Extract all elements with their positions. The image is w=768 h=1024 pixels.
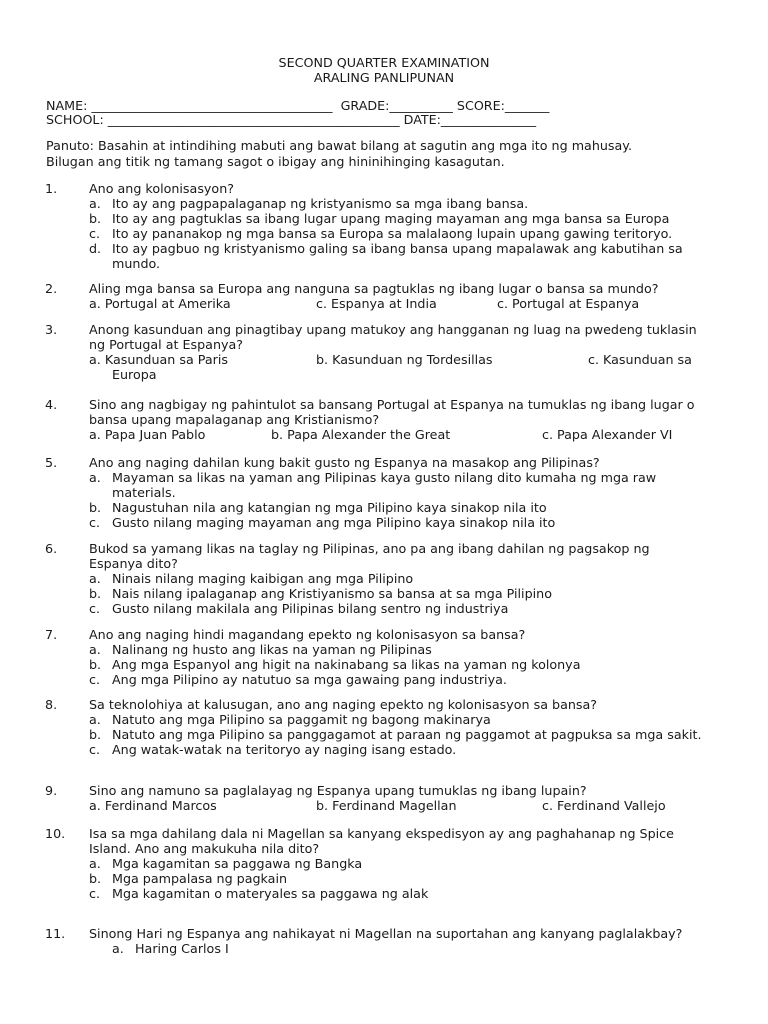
exam-subject: ARALING PANLIPUNAN bbox=[313, 70, 455, 85]
option-c[interactable]: c. Mga kagamitan o materyales sa paggawa ng alak bbox=[89, 886, 429, 901]
question-11 bbox=[45, 926, 687, 956]
option-c[interactable]: c. Ang mga Pilipino ay natutuo sa mga gawaing pang industriya. bbox=[89, 672, 507, 687]
instructions-line-2: Bilugan ang titik ng tamang sagot o ibigay ang hininihinging kasagutan. bbox=[46, 154, 505, 169]
question-text: Anong kasunduan ang pinagtibay upang matukoy ang hangganan ng luag na pwedeng tuklasin ng Portugal at Espanya? bbox=[89, 322, 697, 352]
question-7 bbox=[45, 627, 727, 687]
question-text: Aling mga bansa sa Europa ang nanguna sa pagtuklas ng ibang lugar o bansa sa mundo? bbox=[89, 281, 659, 296]
question-text: Bukod sa yamang likas na taglay ng Pilipinas, ano pa ang ibang dahilan ng pagsakop ng Espanya dito? bbox=[89, 541, 650, 571]
option-c[interactable]: c. Kasunduan sa bbox=[588, 352, 692, 367]
question-number: 10. bbox=[45, 826, 66, 841]
question-number: 11. bbox=[45, 926, 66, 941]
question-text: Sinong Hari ng Espanya ang nahikayat ni Magellan na suportahan ang kanyang paglalakbay? bbox=[89, 926, 683, 941]
question-number: 2. bbox=[45, 281, 58, 296]
option-a[interactable]: a. Papa Juan Pablo bbox=[89, 427, 206, 442]
option-b[interactable]: b. Ferdinand Magellan bbox=[316, 798, 457, 813]
question-number: 8. bbox=[45, 697, 58, 712]
question-number: 7. bbox=[45, 627, 58, 642]
question-text: Sino ang nagbigay ng pahintulot sa bansang Portugal at Espanya na tumuklas ng ibang lugar o bansa upang mapalaganap ang Kristianismo? bbox=[89, 397, 695, 427]
question-number: 1. bbox=[45, 181, 58, 196]
inline-options bbox=[67, 798, 727, 813]
instructions-line-1: Panuto: Basahin at intindihing mabuti ang bawat bilang at sagutin ang mga ito ng mahusay. bbox=[46, 138, 633, 153]
question-1 bbox=[45, 181, 727, 271]
question-3 bbox=[45, 322, 707, 382]
option-c[interactable]: c. Papa Alexander VI bbox=[542, 427, 673, 442]
question-number: 3. bbox=[45, 322, 58, 337]
option-d[interactable]: d. Ito ay pagbuo ng kristyanismo galing sa ibang bansa upang mapalawak ang kabutihan sa mundo. bbox=[89, 241, 683, 271]
question-6 bbox=[45, 541, 707, 616]
option-b[interactable]: b. Ang mga Espanyol ang higit na nakinabang sa likas na yaman ng kolonya bbox=[89, 657, 581, 672]
question-text: Ano ang naging hindi magandang epekto ng kolonisasyon sa bansa? bbox=[89, 627, 526, 642]
option-b[interactable]: b. Nagustuhan nila ang katangian ng mga Pilipino kaya sinakop nila ito bbox=[89, 500, 547, 515]
option-a[interactable]: a. Mga kagamitan sa paggawa ng Bangka bbox=[89, 856, 363, 871]
inline-options bbox=[67, 352, 707, 367]
option-c[interactable]: c. Ferdinand Vallejo bbox=[542, 798, 666, 813]
option-a[interactable]: a. Ito ay ang pagpapalaganap ng kristyanismo sa mga ibang bansa. bbox=[89, 196, 529, 211]
inline-options bbox=[67, 296, 727, 311]
option-c[interactable]: c. Ang watak-watak na teritoryo ay naging isang estado. bbox=[89, 742, 457, 757]
question-9 bbox=[45, 783, 727, 813]
option-b[interactable]: b. Papa Alexander the Great bbox=[271, 427, 451, 442]
question-4 bbox=[45, 397, 707, 442]
option-a[interactable]: a. Portugal at Amerika bbox=[89, 296, 231, 311]
question-number: 9. bbox=[45, 783, 58, 798]
option-c[interactable]: c. Gusto nilang makilala ang Pilipinas bilang sentro ng industriya bbox=[89, 601, 509, 616]
question-text: Ano ang kolonisasyon? bbox=[89, 181, 234, 196]
option-c-continued: Europa bbox=[112, 367, 157, 382]
question-text: Ano ang naging dahilan kung bakit gusto ng Espanya na masakop ang Pilipinas? bbox=[89, 455, 600, 470]
option-a[interactable]: a. Kasunduan sa Paris bbox=[89, 352, 228, 367]
exam-title: SECOND QUARTER EXAMINATION bbox=[278, 55, 490, 70]
question-text: Sino ang namuno sa paglalayag ng Espanya upang tumuklas ng ibang lupain? bbox=[89, 783, 587, 798]
question-text: Sa teknolohiya at kalusugan, ano ang naging epekto ng kolonisasyon sa bansa? bbox=[89, 697, 598, 712]
option-a[interactable]: a. Mayaman sa likas na yaman ang Pilipinas kaya gusto nilang dito kumaha ng mga raw materials. bbox=[89, 470, 657, 500]
option-a[interactable]: a. Natuto ang mga Pilipino sa paggamit ng bagong makinarya bbox=[89, 712, 491, 727]
option-b[interactable]: b. Ito ay ang pagtuklas sa ibang lugar upang maging mayaman ang mga bansa sa Europa bbox=[89, 211, 670, 226]
question-5 bbox=[45, 455, 727, 530]
question-10 bbox=[45, 826, 717, 901]
option-c[interactable]: c. Ito ay pananakop ng mga bansa sa Europa sa malalaong lupain upang gawing teritoryo. bbox=[89, 226, 673, 241]
option-a[interactable]: a. Ninais nilang maging kaibigan ang mga Pilipino bbox=[89, 571, 414, 586]
option-b[interactable]: c. Espanya at India bbox=[316, 296, 437, 311]
option-b[interactable]: b. Natuto ang mga Pilipino sa panggagamot at paraan ng paggamot at pagpuksa sa mga sakit. bbox=[89, 727, 702, 742]
name-grade-score-line: NAME: ______________________________________ GRADE:__________ SCORE:_______ bbox=[46, 98, 550, 113]
option-b[interactable]: b. Nais nilang ipalaganap ang Kristiyanismo sa bansa at sa mga Pilipino bbox=[89, 586, 552, 601]
option-c[interactable]: c. Portugal at Espanya bbox=[497, 296, 640, 311]
option-a[interactable]: a. Haring Carlos I bbox=[112, 941, 229, 956]
question-number: 6. bbox=[45, 541, 58, 556]
option-a[interactable]: a. Ferdinand Marcos bbox=[89, 798, 217, 813]
option-a[interactable]: a. Nalinang ng husto ang likas na yaman ng Pilipinas bbox=[89, 642, 432, 657]
question-number: 4. bbox=[45, 397, 58, 412]
question-text: Isa sa mga dahilang dala ni Magellan sa kanyang ekspedisyon ay ang paghahanap ng Spice Island. Ano ang makukuha nila dito? bbox=[89, 826, 674, 856]
inline-options bbox=[67, 427, 707, 442]
school-date-line: SCHOOL: ______________________________________________ DATE:_______________ bbox=[46, 112, 537, 127]
question-8 bbox=[45, 697, 727, 757]
question-number: 5. bbox=[45, 455, 58, 470]
option-b[interactable]: b. Mga pampalasa ng pagkain bbox=[89, 871, 288, 886]
option-c[interactable]: c. Gusto nilang maging mayaman ang mga Pilipino kaya sinakop nila ito bbox=[89, 515, 556, 530]
option-b[interactable]: b. Kasunduan ng Tordesillas bbox=[316, 352, 493, 367]
question-2 bbox=[45, 281, 727, 311]
